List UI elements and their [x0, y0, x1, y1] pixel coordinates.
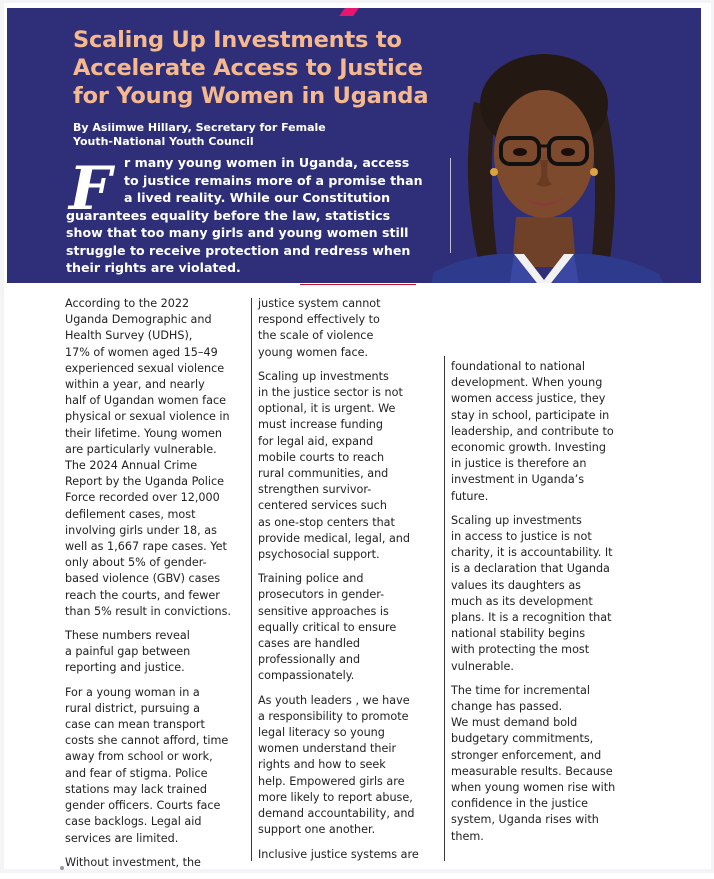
- title-line: Scaling Up Investments to: [73, 27, 402, 53]
- text-line: sensitive approaches is: [258, 604, 389, 618]
- text-line: justice system cannot: [258, 297, 381, 310]
- text-line: As youth leaders , we have: [258, 693, 410, 707]
- text-line: centered services such: [258, 499, 387, 513]
- paragraph: [258, 296, 419, 361]
- text-line: professionally and: [258, 653, 361, 667]
- text-line: The 2024 Annual Crime: [65, 459, 198, 473]
- text-line: within a year, and nearly: [65, 378, 205, 392]
- text-line: These numbers reveal: [65, 629, 190, 643]
- text-line: case can mean transport: [65, 718, 205, 732]
- text-line: them.: [451, 829, 484, 843]
- text-line: young women face.: [258, 345, 369, 359]
- text-line: national stability begins: [451, 627, 586, 641]
- article-header: [7, 8, 701, 283]
- text-line: compassionately.: [258, 669, 355, 683]
- drop-cap: F: [69, 154, 112, 224]
- text-line: defilement cases, most: [65, 507, 196, 521]
- text-line: women access justice, they: [451, 392, 606, 406]
- text-line: Without investment, the: [65, 855, 201, 869]
- text-line: We must demand bold: [451, 716, 578, 730]
- text-line: Health Survey (UDHS),: [65, 329, 193, 343]
- lead-line: r many young women in Uganda, access: [124, 155, 410, 170]
- text-line: Training police and: [258, 572, 364, 586]
- text-line: vulnerable.: [451, 659, 514, 673]
- title-line: Accelerate Access to Justice: [73, 55, 423, 81]
- text-line: leadership, and contribute to: [451, 424, 614, 438]
- text-line: economic growth. Investing: [451, 441, 606, 455]
- text-line: respond effectively to: [258, 313, 380, 327]
- text-line: foundational to national: [451, 360, 585, 373]
- text-line: reach the courts, and fewer: [65, 588, 220, 602]
- text-line: reporting and justice.: [65, 661, 185, 675]
- text-line: in the justice sector is not: [258, 386, 403, 400]
- paragraph: [65, 855, 231, 871]
- column-3: [451, 359, 615, 853]
- text-line: demand accountability, and: [258, 807, 415, 821]
- text-line: values its daughters as: [451, 578, 582, 592]
- column-divider: [444, 356, 445, 861]
- text-line: future.: [451, 489, 489, 503]
- text-line: Force recorded over 12,000: [65, 491, 220, 505]
- text-line: as one-stop centers that: [258, 515, 395, 529]
- text-line: based violence (GBV) cases: [65, 572, 221, 586]
- text-line: provide medical, legal, and: [258, 531, 411, 545]
- paragraph: [451, 359, 615, 505]
- paragraph: [258, 571, 419, 684]
- text-line: rights and how to seek: [258, 758, 386, 772]
- text-line: rural district, pursuing a: [65, 701, 201, 715]
- text-line: services are limited.: [65, 831, 179, 845]
- text-line: a responsibility to promote: [258, 709, 409, 723]
- text-line: support one another.: [258, 823, 376, 837]
- text-line: prosecutors in gender-: [258, 588, 385, 602]
- lead-divider: [450, 158, 451, 253]
- text-line: stations may lack trained: [65, 782, 207, 796]
- text-line: Uganda Demographic and: [65, 313, 212, 327]
- article-title: [73, 26, 453, 110]
- text-line: the scale of violence: [258, 329, 374, 343]
- column-2: [258, 296, 419, 871]
- paragraph: [451, 513, 615, 675]
- text-line: optional, it is urgent. We: [258, 402, 396, 416]
- article-byline: [73, 121, 326, 149]
- text-line: and fear of stigma. Police: [65, 766, 208, 780]
- text-line: help. Empowered girls are: [258, 774, 405, 788]
- text-line: rural communities, and: [258, 467, 389, 481]
- lead-line: a lived reality. While our Constitution: [124, 190, 391, 205]
- text-line: equally critical to ensure: [258, 620, 397, 634]
- text-line: is a declaration that Uganda: [451, 562, 610, 576]
- text-line: strengthen survivor-: [258, 483, 372, 497]
- text-line: their lifetime. Young women: [65, 426, 222, 440]
- byline-line: By Asiimwe Hillary, Secretary for Female: [73, 121, 326, 134]
- text-line: For a young woman in a: [65, 685, 200, 699]
- text-line: legal literacy so young: [258, 726, 385, 740]
- lead-line: their rights are violated.: [66, 260, 241, 275]
- lead-line: guarantees equality before the law, statistics: [66, 207, 391, 223]
- text-line: case backlogs. Legal aid: [65, 815, 202, 829]
- text-line: physical or sexual violence in: [65, 410, 230, 424]
- text-line: stronger enforcement, and: [451, 748, 602, 762]
- text-line: charity, it is accountability. It: [451, 546, 613, 560]
- text-line: a painful gap between: [65, 645, 191, 659]
- text-line: are particularly vulnerable.: [65, 442, 217, 456]
- text-line: development. When young: [451, 376, 603, 390]
- title-line: for Young Women in Uganda: [73, 83, 429, 109]
- text-line: with protecting the most: [451, 643, 590, 657]
- column-1: [65, 296, 231, 879]
- text-line: Inclusive justice systems are: [258, 847, 419, 861]
- text-line: well as 1,667 rape cases. Yet: [65, 540, 227, 554]
- text-line: half of Ugandan women face: [65, 394, 226, 408]
- text-line: away from school or work,: [65, 750, 213, 764]
- text-line: Report by the Uganda Police: [65, 475, 225, 489]
- text-line: plans. It is a recognition that: [451, 611, 612, 625]
- paragraph: [258, 369, 419, 563]
- text-line: According to the 2022: [65, 297, 190, 310]
- column-divider: [251, 298, 252, 861]
- text-line: must increase funding: [258, 418, 383, 432]
- text-line: measurable results. Because: [451, 764, 613, 778]
- lead-line: struggle to receive protection and redress when: [66, 242, 411, 258]
- text-line: psychosocial support.: [258, 548, 380, 562]
- lead-line: to justice remains more of a promise than: [124, 172, 423, 188]
- text-line: The time for incremental: [451, 683, 590, 697]
- text-line: Scaling up investments: [258, 369, 389, 383]
- text-line: in justice is therefore an: [451, 457, 587, 471]
- text-line: than 5% result in convictions.: [65, 604, 232, 618]
- paragraph: [258, 693, 419, 839]
- header-rule: [300, 284, 416, 285]
- text-line: change has passed.: [451, 700, 563, 714]
- text-line: confidence in the justice: [451, 797, 589, 811]
- text-line: when young women rise with: [451, 781, 616, 795]
- text-line: budgetary commitments,: [451, 732, 594, 746]
- paragraph: [451, 683, 615, 845]
- lead-line: show that too many girls and young women still: [66, 225, 409, 240]
- text-line: only about 5% of gender-: [65, 556, 207, 570]
- text-line: mobile courts to reach: [258, 450, 385, 464]
- text-line: stay in school, participate in: [451, 408, 610, 422]
- paragraph: [258, 847, 419, 863]
- page-mark: [60, 866, 64, 870]
- portrait-photo: [404, 42, 701, 283]
- text-line: costs she cannot afford, time: [65, 734, 229, 748]
- text-line: involving girls under 18, as: [65, 523, 217, 537]
- text-line: cases are handled: [258, 637, 360, 651]
- byline-line: Youth-National Youth Council: [73, 135, 254, 148]
- text-line: Scaling up investments: [451, 513, 582, 527]
- text-line: in access to justice is not: [451, 530, 592, 544]
- paragraph: [65, 685, 231, 847]
- paragraph: [65, 628, 231, 677]
- text-line: for legal aid, expand: [258, 434, 374, 448]
- text-line: much as its development: [451, 594, 593, 608]
- pink-accent-stripe: [339, 8, 359, 16]
- text-line: experienced sexual violence: [65, 361, 225, 375]
- text-line: investment in Uganda’s: [451, 473, 585, 487]
- text-line: system, Uganda rises with: [451, 813, 599, 827]
- text-line: 17% of women aged 15–49: [65, 345, 218, 359]
- text-line: more likely to report abuse,: [258, 790, 413, 804]
- text-line: women understand their: [258, 742, 397, 756]
- text-line: gender officers. Courts face: [65, 799, 221, 813]
- paragraph: [65, 296, 231, 620]
